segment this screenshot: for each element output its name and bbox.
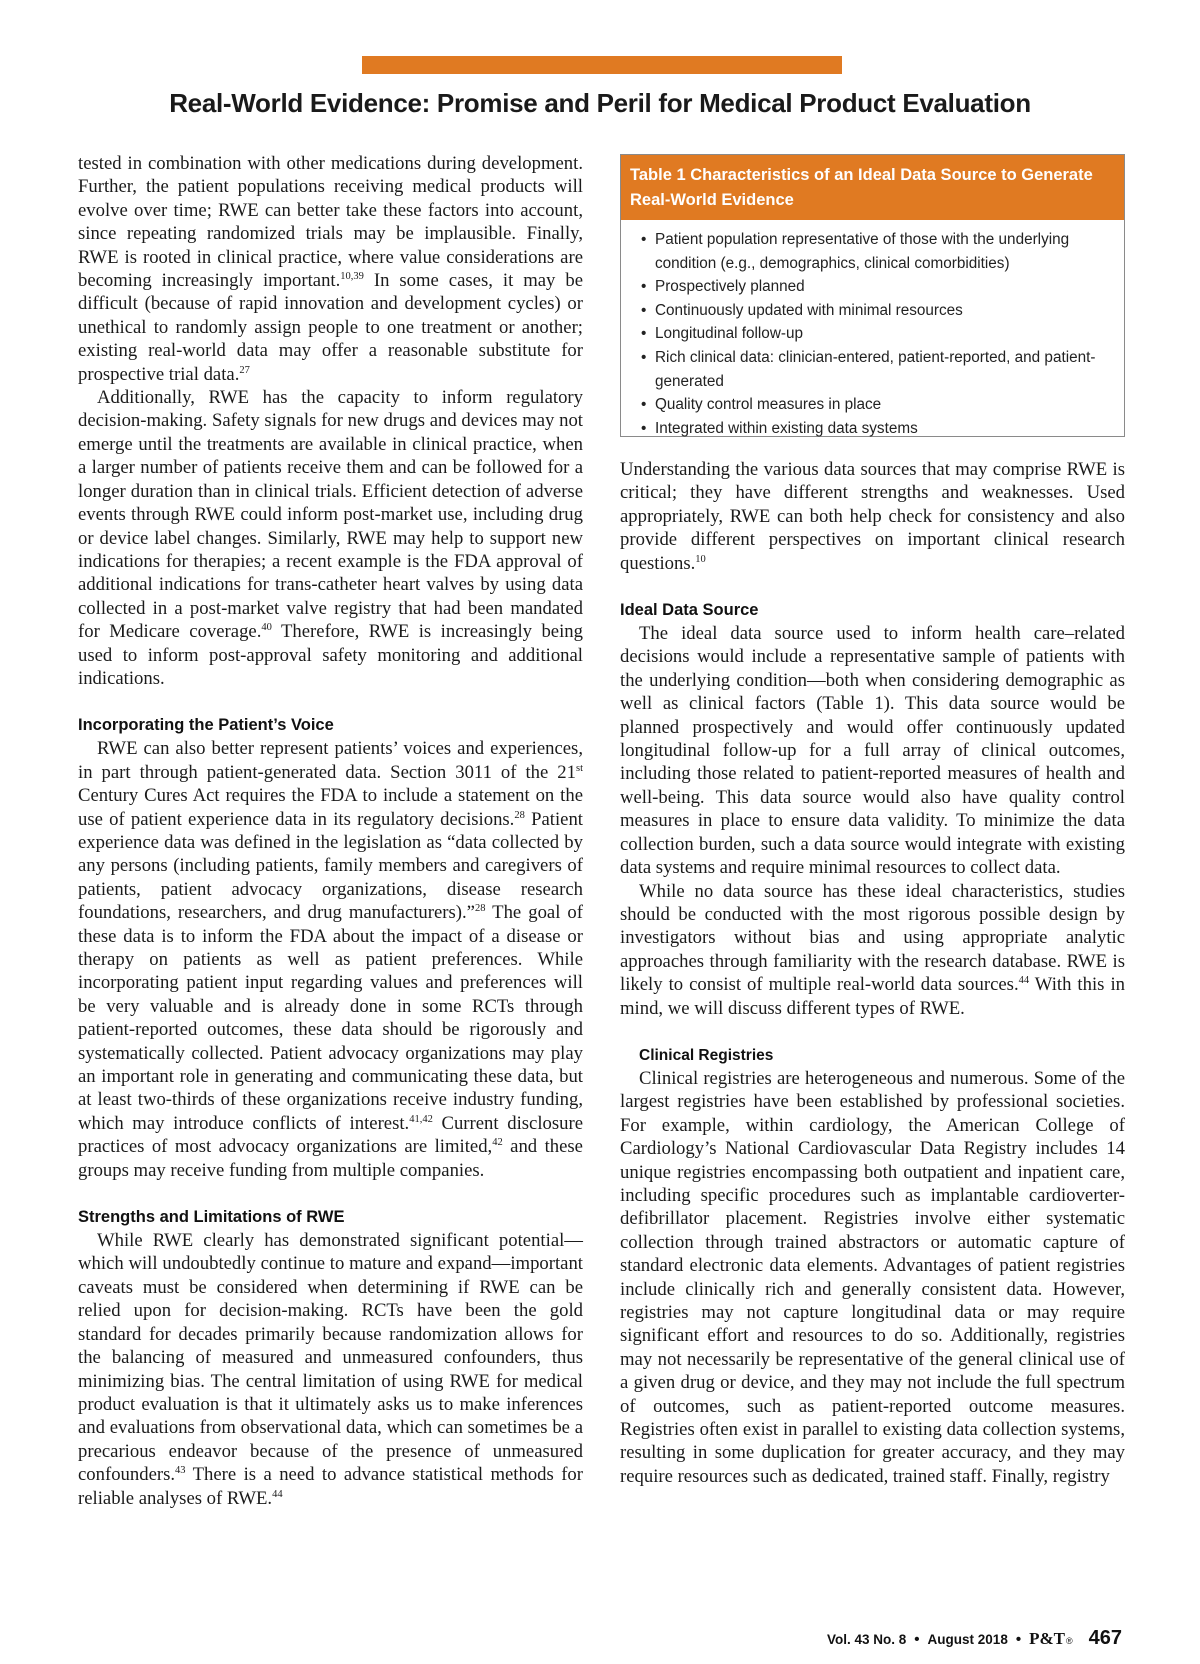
paragraph: RWE can also better represent patients’ voices and experiences, in part through patient-generated data. Section 3011 of the 21st Century Cures Act requires the FDA to include a statement on the use of patient experience data in its regulatory decisions.$^{28}$ Patient experience data was defined in the legislation as “data collected by any persons (including patients, family members and caregivers of patients, patient advocacy organizations, disease research foundations, researchers, and drug manufacturers).”$^{28}$ The goal of these data is to inform the FDA about the impact of a disease or therapy on patients as well as patient preferences. While incorporating patient input regarding values and preferences will be very valuable and is already done in some RCTs through patient-reported outcomes, these data should be rigorously and systematically collected. Patient advocacy organizations may play an important role in generating and communicating these data, but at least two-thirds of these organizations receive industry funding, which may introduce conflicts of interest.$^{41,42}$ Current disclosure practices of most advocacy organizations are limited,$^{42}$ and these groups may receive funding from multiple companies. (78, 738, 584, 1181)
issue-date: August 2018 (927, 1632, 1008, 1647)
paragraph: tested in combination with other medications during development. Further, the patient populations receiving medical products will evolve over time; RWE can better take these factors into account, since repeating randomized trials may be implausible. Finally, RWE is rooted in clinical practice, where value considerations are becoming increasingly important.$^{10,39}$ In some cases, it may be difficult (because of rapid innovation and development cycles) or unethical to randomly assign people to one treatment or another; existing real-world data may offer a reasonable substitute for prospective trial data.$^{27}$ (78, 153, 583, 385)
issue-info: Vol. 43 No. 8 (827, 1632, 907, 1647)
paragraph: Clinical registries are heterogeneous and numerous. Some of the largest registries have been established by professional societies. For example, within cardiology, the American College of Cardiology’s National Cardiovascular Data Registry includes 14 unique registries encompassing both outpatient and inpatient care, including specific procedures such as implantable cardioverter-defibrillator placement. Registries involve either systematic collection through trained abstractors or automatic capture of standard electronic data elements. Advantages of patient registries include clinically rich and generally consistent data. However, registries may not capture longitudinal data or may require significant effort and resources to do so. Additionally, registries may not necessarily be representative of the general clinical use of a given drug or device, and they may not include the full spectrum of outcomes, such as patient-reported outcome measures. Registries often exist in parallel to existing data collection systems, resulting in some duplication for greater accuracy, and they may require resources such as dedicated, trained staff. Finally, registry (620, 1067, 1125, 1487)
list-item: • Quality control measures in place (641, 393, 1116, 417)
registered-mark: ® (1065, 1636, 1073, 1646)
paragraph: While no data source has these ideal characteristics, studies should be conducted with the most rigorous possible design by investigators without bias and using appropriate analytic approaches through familiarity with the research database. RWE is likely to consist of multiple real-world data sources.$^{44}$ With this in mind, we will discuss different types of RWE. (620, 880, 1125, 1019)
header-accent-bar (362, 56, 842, 74)
citation: 41,42 (409, 1113, 433, 1125)
bullet-icon: • (641, 348, 647, 366)
paragraph: The ideal data source used to inform health care–related decisions would include a representative sample of patients with the underlying condition—both when considering demographic as well as clinical factors (Table 1). This data source would be planned prospectively and would offer continuously updated longitudinal follow-up for a full array of clinical outcomes, including those related to patient-reported measures of health and well-being. This data source would also have quality control measures in place to ensure data validity. To minimize the data collection burden, such a data source would integrate with existing data systems and require minimal resources to collect data. (620, 623, 1125, 879)
citation: 40 (261, 622, 272, 634)
journal-name: P&T (1029, 1629, 1065, 1648)
separator-dot: • (914, 1631, 920, 1648)
list-item: • Continuously updated with minimal resources (641, 299, 1116, 323)
list-item: • Rich clinical data: clinician-entered, patient-reported, and patient-generated (641, 346, 1116, 393)
citation: 43 (175, 1465, 186, 1477)
ordinal-suffix: st (575, 762, 583, 774)
citation: 10 (695, 553, 706, 565)
page-footer (827, 1627, 1122, 1650)
separator-dot: • (1015, 1631, 1022, 1648)
page-number: 467 (1088, 1627, 1122, 1649)
list-item: • Integrated within existing data systems (641, 417, 1116, 441)
citation: 10,39 (340, 271, 364, 283)
paragraph: Additionally, RWE has the capacity to inform regulatory decision-making. Safety signals for new drugs and devices may not emerge until the treatments are available in clinical practice, when a larger number of patients receive them and can be followed for a longer duration than in clinical trials. Efficient detection of adverse events through RWE could inform post-market use, including drug or device label changes. Similarly, RWE may help to support new indications for therapies; a recent example is the FDA approval of additional indications for trans-catheter heart valves by using data collected in a post-market valve registry that had been mandated for Medicare coverage.$^{40}$ Therefore, RWE is increasingly being used to inform post-approval safety monitoring and additional indications. (78, 387, 583, 689)
citation: 42 (492, 1137, 503, 1149)
section-heading: Incorporating the Patient’s Voice (78, 716, 334, 735)
paragraph: While RWE clearly has demonstrated significant potential—which will undoubtedly continue to mature and expand—important caveats must be considered when determining if RWE can be relied upon for decision-making. RCTs have been the gold standard for decades primarily because randomization allows for the balancing of measured and unmeasured confounders, thus minimizing bias. The central limitation of using RWE for medical product evaluation is that it ultimately asks us to make inferences and evaluations from observational data, which can sometimes be a precarious endeavor because of the presence of unmeasured confounders.$^{43}$ There is a need to advance statistical methods for reliable analyses of RWE.$^{44}$ (78, 1230, 583, 1509)
section-heading: Strengths and Limitations of RWE (78, 1208, 345, 1227)
citation: 28 (514, 809, 525, 821)
table-1 (620, 154, 1125, 437)
bullet-icon: • (641, 278, 647, 296)
section-heading: Ideal Data Source (620, 601, 759, 620)
citation: 28 (474, 903, 486, 915)
list-item: • Prospectively planned (641, 275, 1116, 299)
running-title: Real-World Evidence: Promise and Peril for Medical Product Evaluation (169, 88, 1031, 118)
bullet-icon: • (641, 231, 647, 248)
right-column (620, 458, 1125, 1488)
bullet-icon: • (641, 396, 647, 414)
citation: 27 (239, 364, 250, 376)
subsection-heading: Clinical Registries (639, 1046, 774, 1064)
bullet-icon: • (641, 419, 647, 437)
table-list (621, 220, 1124, 440)
table-title: Table 1 Characteristics of an Ideal Data Source to Generate Real-World Evidence (621, 155, 1124, 220)
citation: 44 (272, 1488, 283, 1500)
left-column (78, 152, 583, 1510)
citation: 44 (1018, 975, 1030, 987)
bullet-icon: • (641, 325, 647, 343)
bullet-icon: • (641, 301, 647, 319)
list-item: • Longitudinal follow-up (641, 322, 1116, 346)
list-item: • Patient population representative of those with the underlying condition (e.g., demographics, clinical comorbidities) (641, 228, 1116, 275)
paragraph: Understanding the various data sources that may comprise RWE is critical; they have different strengths and weaknesses. Used appropriately, RWE can both help check for consistency and also provide different perspectives on important clinical research questions.$^{10}$ (620, 459, 1125, 574)
